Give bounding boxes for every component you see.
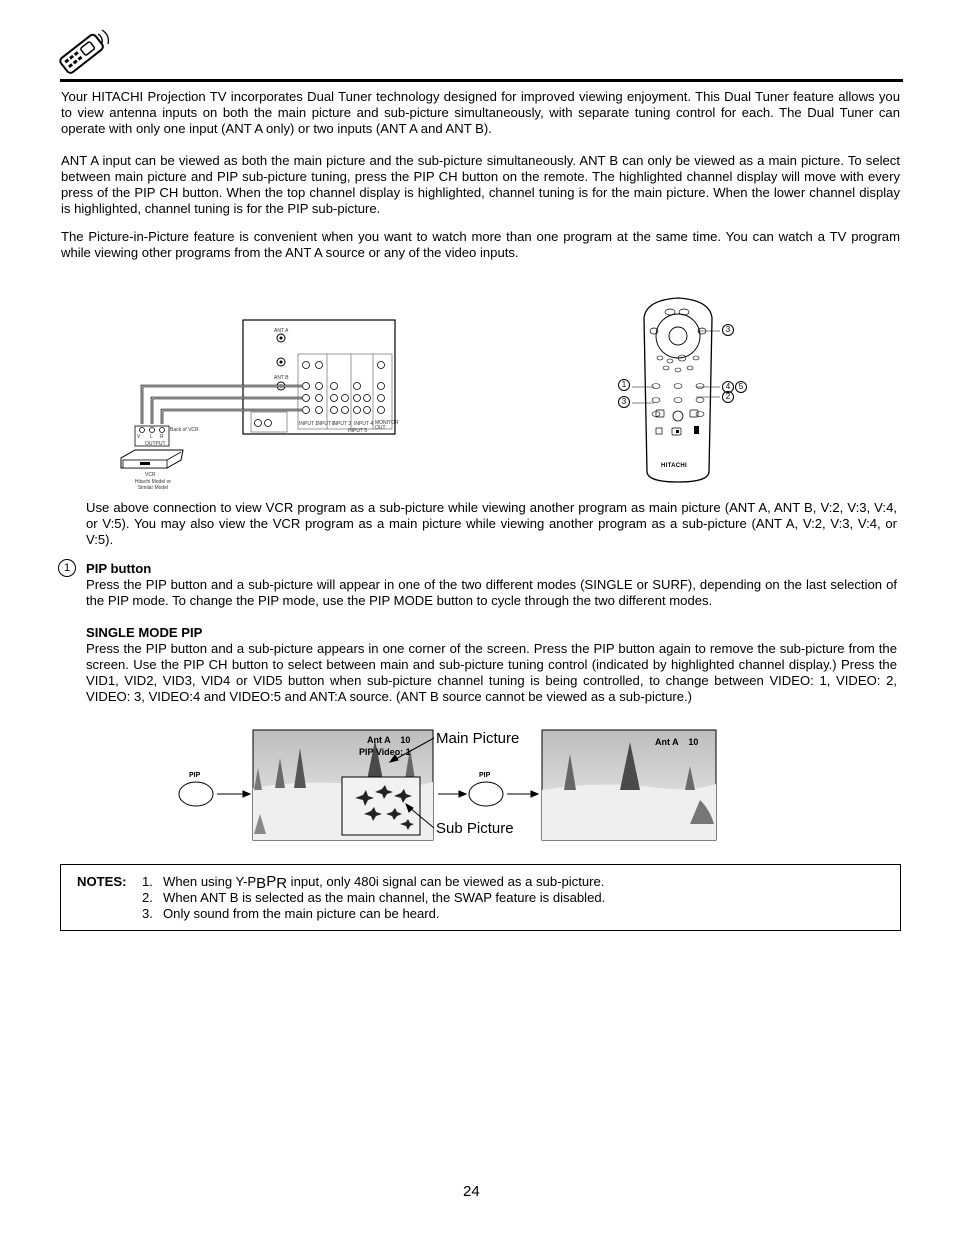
vcr-output-label: OUTPUT bbox=[145, 441, 166, 447]
vcr-v-label: V bbox=[137, 434, 141, 440]
remote-callout-3-top: 3 bbox=[722, 324, 734, 336]
panel-ant-b-label: ANT B bbox=[274, 375, 289, 381]
remote-brand-label: HITACHI bbox=[661, 463, 687, 469]
remote-callout-4: 4 bbox=[722, 381, 734, 393]
panel-input-3-label: INPUT 3 bbox=[332, 421, 352, 427]
panel-input-5-label: INPUT 5 bbox=[348, 428, 368, 434]
panel-monitor-out-label: MONITOR OUT bbox=[375, 420, 399, 431]
panel-ant-a-label: ANT A bbox=[274, 328, 289, 334]
vcr-model-label: Hitachi Model or Similar Model bbox=[134, 479, 172, 491]
panel-input-1-label: INPUT 1 bbox=[299, 421, 319, 427]
main-picture-label: Main Picture bbox=[436, 730, 520, 747]
remote-callout-1: 1 bbox=[618, 379, 630, 391]
notes-label: NOTES: bbox=[77, 874, 127, 889]
vcr-label: VCR bbox=[145, 472, 156, 478]
connection-text: Use above connection to view VCR program as a sub-picture while viewing another program as main picture (ANT A, ANT B, V:2, V:3, V:4, or V:5). You may also view the VCR program as a main picture while viewing another program as a sub-picture (ANT A, V:2, V:3, V:4, or V:5). bbox=[86, 500, 897, 547]
intro-paragraph-1: Your HITACHI Projection TV incorporates Dual Tuner technology designed for improved viewing enjoyment. This Dual Tuner feature allows you to view antenna inputs on both the main picture and sub-picture simultaneously, with separate tuning control for each. The Dual Tuner can operate with only one input (ANT A only) or two inputs (ANT A and ANT B). bbox=[61, 89, 900, 136]
pip-button-label-1: PIP bbox=[189, 772, 201, 779]
intro-paragraph-3: The Picture-in-Picture feature is convenient when you want to watch more than one program at the same time. You can watch a TV program while viewing other programs from the ANT A source or any of the video inputs. bbox=[61, 229, 900, 260]
intro-paragraph-2: ANT A input can be viewed as both the main picture and the sub-picture simultaneously. ANT B can only be viewed as a main picture. To select between main picture and PIP sub-picture tuning, press the PIP CH button on the remote. The highlighted channel display will move with every press of the PIP CH button. When the top channel display is highlighted, channel tuning is for the main picture. When the lower channel display is highlighted, channel tuning is for the PIP sub-picture. bbox=[61, 153, 900, 216]
note-2: 2. When ANT B is selected as the main channel, the SWAP feature is disabled. bbox=[142, 890, 606, 905]
connection-diagram bbox=[115, 318, 400, 493]
remote-callout-3-left: 3 bbox=[618, 396, 630, 408]
screen1-pip-video-label: PIP Video: 1 bbox=[359, 747, 411, 757]
single-mode-text: Press the PIP button and a sub-picture appears in one corner of the screen. Press the PIP button again to remove the sub-picture from the screen. Use the PIP CH button to select between main and sub-picture tuning control (indicated by highlighted channel display.) Press the VID1, VID2, VID3, VID4 or VID5 button when sub-picture channel tuning is being controlled, to change between VIDEO: 1, VIDEO: 2, VIDEO: 3, VIDEO:4 and VIDEO:5 and ANT:A source. (ANT B source cannot be viewed as a sub-picture.) bbox=[86, 641, 897, 704]
note-1: 1. When using Y-PBPR input, only 480i signal can be viewed as a sub-picture. bbox=[142, 873, 605, 892]
sub-picture-label: Sub Picture bbox=[436, 820, 514, 837]
screen2-channel-label: Ant A 10 bbox=[655, 737, 699, 747]
back-of-vcr-label: Back of VCR bbox=[170, 427, 199, 433]
panel-input-2-label: INPUT 2 bbox=[316, 421, 336, 427]
note-3: 3. Only sound from the main picture can be heard. bbox=[142, 906, 440, 921]
vcr-r-label: R bbox=[160, 434, 164, 440]
pip-button-text: Press the PIP button and a sub-picture will appear in one of the two different modes (SINGLE or SURF), depending on the last selection of the PIP mode. To change the PIP mode, use the PIP MODE button to cycle through the two different modes. bbox=[86, 577, 897, 608]
page-number: 24 bbox=[463, 1183, 480, 1200]
pip-button-section bbox=[86, 561, 897, 609]
remote-callout-5: 5 bbox=[735, 381, 747, 393]
screen1-channel-label: Ant A 10 bbox=[367, 735, 411, 745]
pip-button-label-2: PIP bbox=[479, 772, 491, 779]
pip-button-number: 1 bbox=[58, 559, 76, 577]
header-rule bbox=[60, 79, 903, 82]
pip-button-heading: PIP button bbox=[86, 561, 152, 576]
panel-input-4-label: INPUT 4 bbox=[354, 421, 374, 427]
vcr-l-label: L bbox=[150, 434, 153, 440]
notes-box bbox=[60, 864, 901, 931]
remote-control-icon bbox=[54, 26, 112, 78]
single-mode-heading: SINGLE MODE PIP bbox=[86, 625, 203, 640]
single-mode-section bbox=[86, 625, 897, 705]
remote-callout-2: 2 bbox=[722, 391, 734, 403]
